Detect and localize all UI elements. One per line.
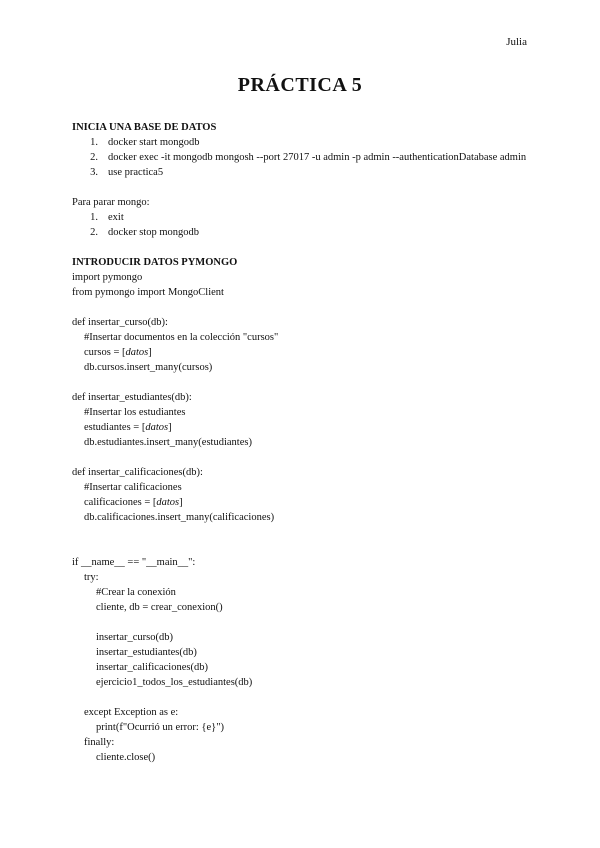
stop-intro: Para parar mongo:	[72, 197, 150, 208]
code-comment: #Insertar calificaciones	[84, 482, 182, 493]
code-line: db.cursos.insert_many(cursos)	[84, 362, 213, 373]
code-line: insertar_estudiantes(db)	[96, 647, 197, 658]
author-name: Julia	[506, 36, 527, 48]
code-line: finally:	[84, 737, 115, 748]
code-line: estudiantes = [datos]	[84, 422, 172, 433]
code-line: def insertar_curso(db):	[72, 317, 168, 328]
code-line: try:	[84, 572, 99, 583]
list-item: 2. docker stop mongodb	[90, 227, 199, 238]
code-line: import pymongo	[72, 272, 143, 283]
code-line: ejercicio1_todos_los_estudiantes(db)	[96, 677, 253, 688]
code-line: cliente, db = crear_conexion()	[96, 602, 223, 613]
list-item: 1. exit	[90, 212, 124, 223]
code-line: def insertar_calificaciones(db):	[72, 467, 203, 478]
code-line: from pymongo import MongoClient	[72, 287, 224, 298]
list-item: 3. use practica5	[90, 167, 164, 178]
code-line: if __name__ == "__main__":	[72, 557, 196, 568]
code-line: print(f"Ocurrió un error: {e}")	[96, 722, 224, 733]
code-line: insertar_curso(db)	[96, 632, 173, 643]
code-line: db.calificaciones.insert_many(calificaciones)	[84, 512, 275, 523]
code-line: db.estudiantes.insert_many(estudiantes)	[84, 437, 252, 448]
code-comment: #Insertar documentos en la colección "cursos"	[84, 332, 279, 343]
page-title: PRÁCTICA 5	[237, 74, 363, 96]
section-heading-inicia: INICIA UNA BASE DE DATOS	[72, 122, 217, 133]
section-heading-pymongo: INTRODUCIR DATOS PYMONGO	[72, 257, 238, 268]
code-comment: #Insertar los estudiantes	[84, 407, 186, 418]
code-line: except Exception as e:	[84, 707, 179, 718]
code-line: cursos = [datos]	[84, 347, 152, 358]
code-line: calificaciones = [datos]	[84, 497, 183, 508]
code-line: cliente.close()	[96, 752, 156, 763]
code-line: insertar_calificaciones(db)	[96, 662, 208, 673]
list-item: 2. docker exec -it mongodb mongosh --port 27017 -u admin -p admin --authenticationDatabase admin	[90, 152, 527, 163]
stop-steps-list	[72, 210, 532, 240]
code-line: def insertar_estudiantes(db):	[72, 392, 192, 403]
code-comment: #Crear la conexión	[96, 587, 176, 598]
start-steps-list	[72, 135, 532, 180]
document-body	[72, 120, 532, 765]
list-item: 1. docker start mongodb	[90, 137, 200, 148]
